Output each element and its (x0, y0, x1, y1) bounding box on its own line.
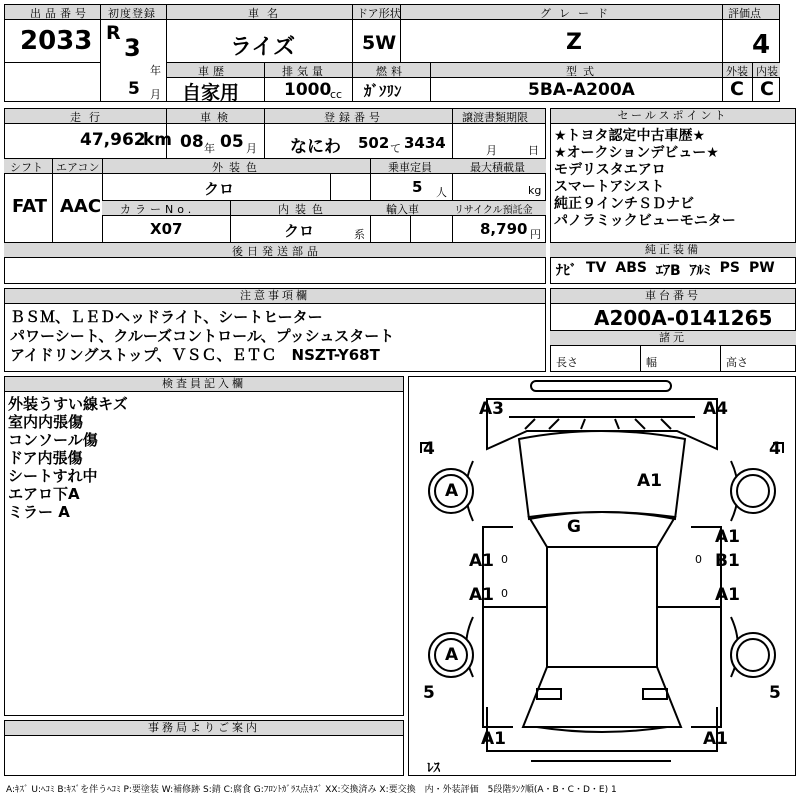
reg-year: 3 (124, 34, 141, 62)
lot-label: 出品番号 (30, 7, 90, 20)
note-line: 室内内張傷 (8, 413, 84, 431)
name-label: 車名 (248, 7, 286, 20)
mark-front-right: A4 (703, 399, 728, 419)
sales-item: 純正９インチＳＤナビ (554, 196, 694, 212)
mark-door-rr: A1 (715, 585, 740, 605)
equipment-list (556, 260, 796, 280)
chassis-label: 車台番号 (550, 288, 796, 304)
reg-year-unit: 年 (150, 64, 161, 77)
reg-month-unit: 月 (150, 88, 161, 101)
mark-tire-fr: 4 (769, 439, 781, 459)
transfer-month: 月 (486, 144, 497, 157)
history-label: 車歴 (198, 65, 228, 78)
mark-door-fl: A1 (469, 551, 494, 571)
recycle-fee: 8,790 (480, 220, 528, 238)
reg-month: 5 (128, 79, 140, 99)
color-number: X07 (150, 220, 183, 238)
mark-tire-fl: 4 (423, 439, 435, 459)
inspector-notes (8, 395, 128, 521)
equipment-item: TV (586, 260, 607, 276)
ext-color: クロ (204, 180, 235, 198)
caution-line: アイドリングストップ、ＶＳＣ、ＥＴＣ NSZT-Y68T (10, 346, 380, 364)
mark-rear-right: A1 (703, 729, 728, 749)
score-label: 評価点 (728, 7, 761, 20)
history: 自家用 (182, 82, 240, 104)
fuel-label: 燃料 (376, 65, 406, 78)
sales-item: スマートアシスト (554, 179, 665, 195)
mileage-unit: km (143, 130, 173, 150)
note-line: ミラー A (8, 503, 70, 521)
lot-number: 2033 (20, 26, 93, 56)
intcolor-label: 内装色 (278, 203, 329, 216)
chassis-number: A200A-0141265 (594, 306, 773, 330)
note-line: ドア内張傷 (8, 449, 83, 467)
office-label: 事務局よりご案内 (4, 720, 404, 736)
score: 4 (752, 30, 771, 60)
shift: FAT (12, 196, 48, 217)
colorno-label: カラーNo. (120, 203, 196, 216)
inspect-label: 車検 (200, 111, 234, 124)
mileage-label: 走行 (70, 111, 108, 124)
transfer-label: 譲渡書類期限 (462, 111, 528, 124)
door-label: ドア形状 (357, 7, 401, 20)
sales-list (554, 128, 794, 230)
mark-door-fr-2: B1 (715, 551, 740, 571)
model-label: 型式 (566, 65, 600, 78)
color-label: 外装色 (212, 161, 263, 174)
load-unit: kg (528, 184, 542, 197)
plate-label: 登録番号 (324, 111, 384, 124)
sales-item: ★トヨタ認定中古車歴★ (554, 128, 706, 144)
load-label: 最大積載量 (470, 161, 525, 174)
int-grade: C (760, 78, 774, 100)
caution-lines (10, 308, 394, 365)
sales-item: パノラミックビューモニター (554, 213, 736, 229)
capacity-unit: 人 (436, 186, 447, 199)
inspector-label: 検査員記入欄 (4, 376, 404, 392)
grade-label: グレード (540, 7, 616, 20)
sales-item: ★オークションデビュー★ (554, 145, 719, 161)
ext-grade: C (730, 78, 744, 100)
mark-wheel-fl: A (445, 481, 459, 501)
note-line: 外装うすい線キズ (8, 395, 128, 413)
dims-label: 諸元 (550, 330, 796, 346)
mark-tire-rr: 5 (769, 683, 781, 703)
disp-unit: cc (330, 88, 343, 101)
plate-area: なにわ (290, 137, 341, 157)
caution-label: 注意事項欄 (4, 288, 546, 304)
int-label: 内装 (756, 65, 778, 78)
first-reg-label: 初度登録 (108, 7, 156, 20)
mark-front-left: A3 (479, 399, 504, 419)
plate-class: 502 (358, 134, 390, 152)
int-color: クロ (284, 222, 315, 240)
inspect-year: 08 (180, 132, 204, 152)
inspect-month: 05 (220, 132, 244, 152)
import-label: 輸入車 (386, 203, 419, 216)
plate-kana: て (390, 142, 401, 155)
note-line: エアロ下A (8, 485, 80, 503)
mark-tire-rl: 5 (423, 683, 435, 703)
equipment-item: ｱﾙﾐ (689, 263, 711, 279)
note-line: コンソール傷 (8, 431, 98, 449)
era: R (106, 22, 121, 44)
sales-label: セールスポイント (550, 108, 796, 124)
legend: A:ｷｽﾞ U:ﾍｺﾐ B:ｷｽﾞを伴うﾍｺﾐ P:要塗装 W:補修跡 S:錆 C:腐食 G:ﾌﾛﾝﾄｶﾞﾗｽ点ｷｽﾞ XX:交換済み X:要交換 内・外装評価 5段階ﾗﾝｸ順(A・B・C・D・E) 1 (6, 785, 617, 795)
shift-label: シフト (10, 161, 43, 174)
fuel: ｶﾞｿﾘﾝ (364, 82, 402, 100)
recycle-label: リサイクル預託金 (454, 205, 533, 216)
model: 5BA-A200A (528, 80, 635, 100)
capacity: 5 (412, 178, 423, 196)
mark-zero: 0 (501, 553, 508, 566)
mark-door-fr: A1 (715, 527, 740, 547)
equipment-item: ﾅﾋﾞ (556, 263, 577, 279)
mark-hood: A1 (637, 471, 662, 491)
mark-door-rl: A1 (469, 585, 494, 605)
inspect-month-unit: 月 (246, 142, 257, 155)
length-label: 長さ (556, 356, 578, 369)
note-line: シートすれ中 (8, 467, 98, 485)
disp-label: 排気量 (282, 65, 327, 78)
intcolor-unit: 系 (354, 228, 365, 241)
spare-tire-label: ﾚｽ (427, 761, 440, 776)
plate-number: 3434 (404, 134, 446, 152)
width-label: 幅 (646, 356, 657, 369)
recycle-unit: 円 (530, 228, 541, 241)
mark-glass: G (567, 517, 581, 537)
ac-label: エアコン (56, 161, 100, 174)
equipment-item: ｴｱB (655, 263, 681, 279)
transfer-day: 日 (528, 144, 539, 157)
mark-rear-left: A1 (481, 729, 506, 749)
mark-zero: 0 (501, 587, 508, 600)
displacement: 1000 (284, 80, 332, 100)
caution-line: ＢＳＭ、ＬＥＤヘッドライト、シートヒーター (10, 308, 323, 326)
mark-zero: 0 (695, 553, 702, 566)
car-outline (409, 377, 795, 775)
mileage: 47,962 (80, 130, 146, 150)
equipment-label: 純正装備 (550, 242, 796, 258)
car-diagram (408, 376, 796, 776)
ext-label: 外装 (726, 65, 748, 78)
door-type: 5W (362, 32, 397, 54)
sales-item: モデリスタエアロ (554, 162, 666, 178)
later-parts-label: 後日発送部品 (232, 245, 322, 258)
equipment-item: PS (719, 260, 740, 276)
inspect-year-unit: 年 (204, 142, 215, 155)
grade: Z (566, 30, 582, 55)
air-con: AAC (60, 196, 102, 217)
mark-wheel-rl: A (445, 645, 459, 665)
capacity-label: 乗車定員 (388, 161, 432, 174)
equipment-item: PW (749, 260, 775, 276)
caution-line: パワーシート、クルーズコントロール、プッシュスタート (10, 327, 395, 345)
height-label: 高さ (726, 356, 748, 369)
car-name: ライズ (230, 35, 296, 60)
equipment-item: ABS (615, 260, 647, 276)
